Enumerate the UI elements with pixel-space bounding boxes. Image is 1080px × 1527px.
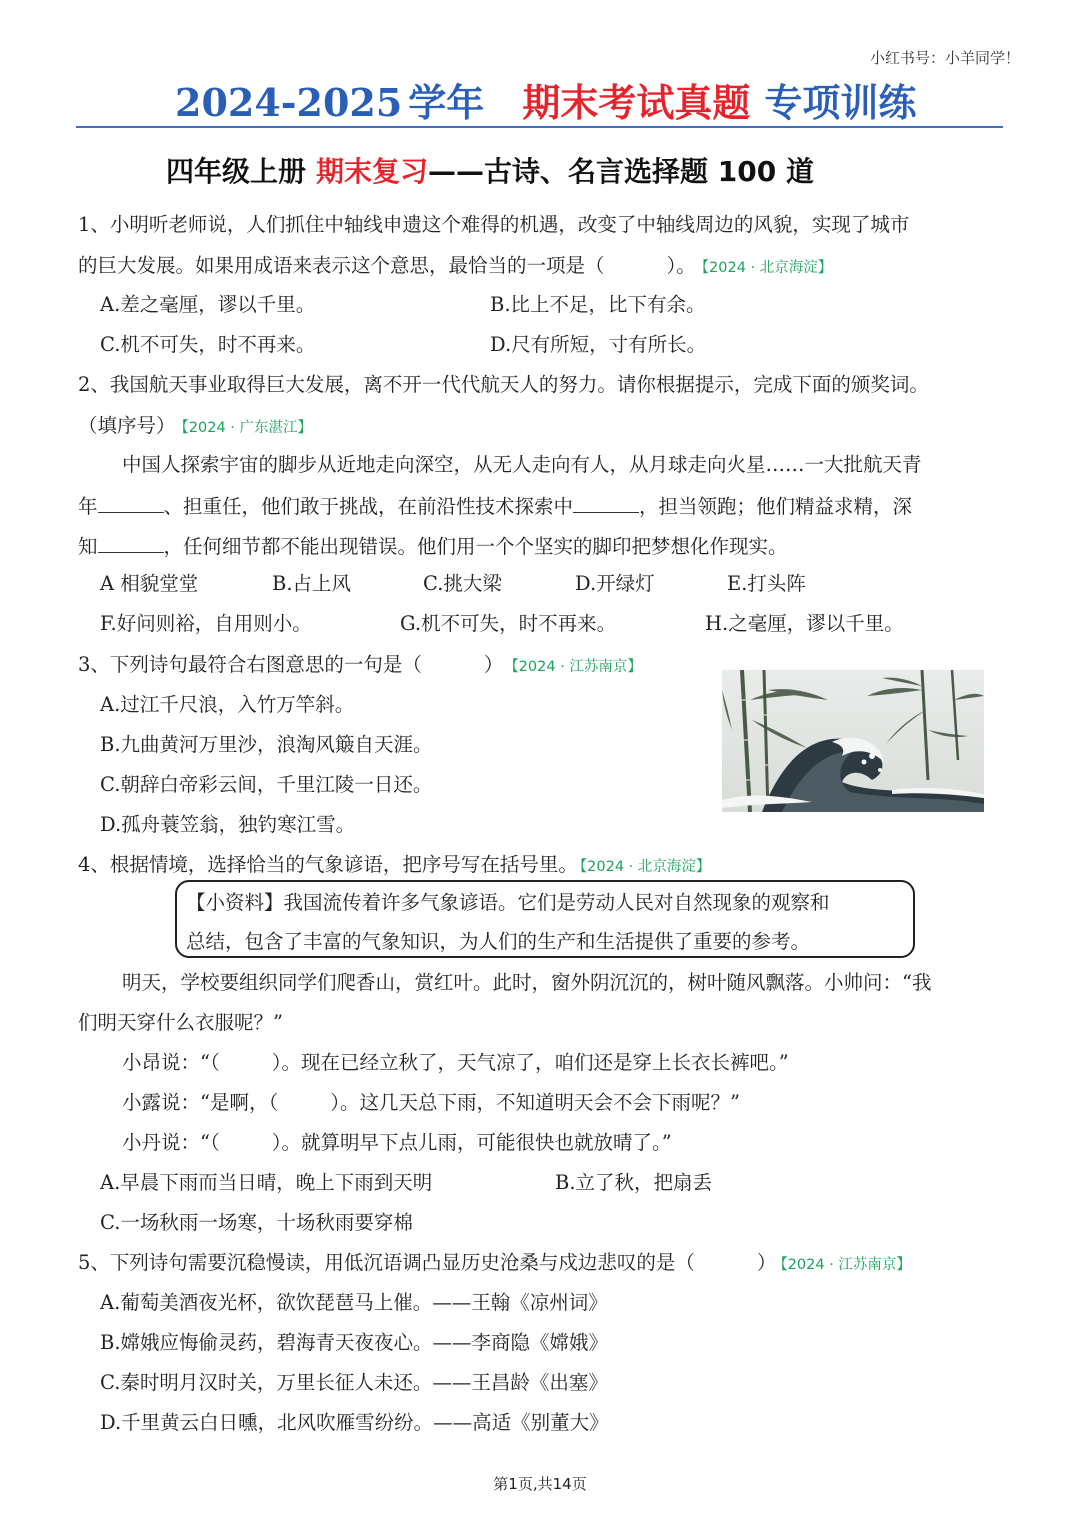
banner-title: [175, 80, 917, 125]
q3-option-b: B.九曲黄河万里沙，浪淘风簸自天涯。: [100, 733, 433, 756]
q2-option-h: H.之毫厘，谬以千里。: [705, 612, 904, 635]
q4-text: 小丹说：“（: [122, 1131, 220, 1154]
q5-stem-end: ）: [756, 1251, 777, 1274]
q5-option-c: C.秦时明月汉时关，万里长征人未还。——王昌龄《出塞》: [100, 1371, 608, 1394]
q4-box-line2: 总结，包含了丰富的气象知识，为人们的生产和生活提供了重要的参考。: [186, 930, 811, 953]
subtitle-grade: 四年级上册: [166, 155, 307, 188]
q3-option-c: C.朝辞白帝彩云间，千里江陵一日还。: [100, 773, 433, 796]
q4-option-b: B.立了秋，把扇丢: [555, 1171, 713, 1194]
q4-speaker-3: [122, 1133, 672, 1153]
q5-stem: 5、下列诗句需要沉稳慢读，用低沉语调凸显历史沧桑与戍边悲叹的是（: [78, 1251, 695, 1274]
q2-option-a: A 相貌堂堂: [100, 572, 199, 595]
q2-text: 知: [78, 535, 98, 558]
banner-year: 2024-2025: [175, 80, 403, 125]
q2-blank-1[interactable]: [98, 495, 164, 513]
q2-option-f: F.好问则裕，自用则小。: [100, 612, 312, 635]
banner-training: 专项训练: [764, 80, 917, 125]
q4-option-a: A.早晨下雨而当日晴，晚上下雨到天明: [100, 1171, 433, 1194]
q3-option-d: D.孤舟蓑笠翁，独钓寒江雪。: [100, 813, 356, 836]
q5-option-a: A.葡萄美酒夜光杯，欲饮琵琶马上催。——王翰《凉州词》: [100, 1291, 608, 1314]
q4-para-line2: 们明天穿什么衣服呢？”: [78, 1011, 283, 1034]
q3-stem: 3、下列诗句最符合右图意思的一句是（: [78, 653, 422, 676]
q2-option-d: D.开绿灯: [575, 572, 655, 595]
q2-para-line2: [78, 495, 912, 517]
subtitle: [166, 155, 814, 188]
page-number: 第1页,共14页: [493, 1475, 587, 1493]
q5-option-b: B.嫦娥应悔偷灵药，碧海青天夜夜心。——李商隐《嫦娥》: [100, 1331, 609, 1354]
q3-option-a: A.过江千尺浪，入竹万竿斜。: [100, 693, 355, 716]
banner-rule: [76, 126, 1003, 128]
q4-speaker-1: [122, 1053, 789, 1073]
q4-source-tag: 【2024 · 北京海淀】: [579, 859, 711, 875]
q2-option-b: B.占上风: [272, 572, 352, 595]
q4-text: ）。现在已经立秋了，天气凉了，咱们还是穿上长衣长裤吧。”: [271, 1051, 789, 1074]
q2-para-line1: 中国人探索宇宙的脚步从近地走向深空，从无人走向有人，从月球走向火星……一大批航天青: [122, 453, 922, 476]
q2-line1: 2、我国航天事业取得巨大发展，离不开一代代航天人的努力。请你根据提示，完成下面的颁奖词。: [78, 373, 929, 396]
q5-line1: [78, 1253, 911, 1273]
q1-option-d: D.尺有所短，寸有所长。: [490, 333, 707, 356]
q4-box-line1: 【小资料】我国流传着许多气象谚语。它们是劳动人民对自然现象的观察和: [186, 891, 830, 914]
q1-option-c: C.机不可失，时不再来。: [100, 333, 316, 356]
q4-stem: 4、根据情境，选择恰当的气象谚语，把序号写在括号里。: [78, 853, 578, 876]
q4-option-c: C.一场秋雨一场寒，十场秋雨要穿棉: [100, 1211, 413, 1234]
q2-text: ，任何细节都不能出现错误。他们用一个个坚实的脚印把梦想化作现实。: [163, 535, 788, 558]
banner-xuenian: 学年: [408, 80, 485, 125]
q2-line2: [78, 416, 312, 436]
q1-source-tag: 【2024 · 北京海淀】: [701, 260, 833, 276]
bamboo-wave-painting: [722, 670, 984, 812]
q4-speaker-2: [122, 1093, 740, 1113]
q1-stem: 的巨大发展。如果用成语来表示这个意思，最恰当的一项是（: [78, 254, 605, 277]
q4-text: ）。就算明早下点儿雨，可能很快也就放晴了。”: [271, 1131, 672, 1154]
q2-fill-hint: （填序号）: [78, 414, 176, 437]
q3-line1: [78, 655, 642, 675]
q4-text: 小露说：“是啊，（: [122, 1091, 279, 1114]
q1-option-b: B.比上不足，比下有余。: [490, 293, 706, 316]
q2-blank-3[interactable]: [98, 535, 164, 553]
q1-stem-end: ）。: [666, 254, 696, 277]
q2-source-tag: 【2024 · 广东湛江】: [181, 420, 312, 436]
banner-red: 期末考试真题: [522, 80, 751, 125]
q2-para-line3: [78, 535, 788, 557]
q5-option-d: D.千里黄云白日曛，北风吹雁雪纷纷。——高适《别董大》: [100, 1411, 609, 1434]
watermark-text: 小红书号：小羊同学！: [869, 49, 1020, 67]
q1-line1: 1、小明听老师说，人们抓住中轴线申遗这个难得的机遇，改变了中轴线周边的风貌，实现了城市: [78, 213, 910, 236]
q4-para-line1: 明天，学校要组织同学们爬香山，赏红叶。此时，窗外阴沉沉的，树叶随风飘落。小帅问：“我: [122, 971, 932, 994]
subtitle-topic: ——古诗、名言选择题 100 道: [428, 155, 814, 188]
q1-line2: [78, 256, 832, 276]
q1-option-a: A.差之毫厘，谬以千里。: [100, 293, 316, 316]
q2-option-e: E.打头阵: [727, 572, 806, 595]
q2-option-g: G.机不可失，时不再来。: [400, 612, 617, 635]
q2-option-c: C.挑大梁: [423, 572, 502, 595]
q4-text: 小昂说：“（: [122, 1051, 220, 1074]
q5-source-tag: 【2024 · 江苏南京】: [780, 1257, 911, 1273]
q4-text: ）。这几天总下雨，不知道明天会不会下雨呢？”: [330, 1091, 740, 1114]
q4-line1: [78, 855, 710, 875]
q3-source-tag: 【2024 · 江苏南京】: [511, 659, 642, 675]
q2-text: 、担重任，他们敢于挑战，在前沿性技术探索中: [163, 495, 574, 518]
q3-stem-end: ）: [483, 653, 504, 676]
q2-text: ，担当领跑；他们精益求精，深: [639, 495, 913, 518]
q2-text: 年: [78, 495, 98, 518]
q2-blank-2[interactable]: [573, 495, 639, 513]
subtitle-review: 期末复习: [316, 155, 429, 188]
